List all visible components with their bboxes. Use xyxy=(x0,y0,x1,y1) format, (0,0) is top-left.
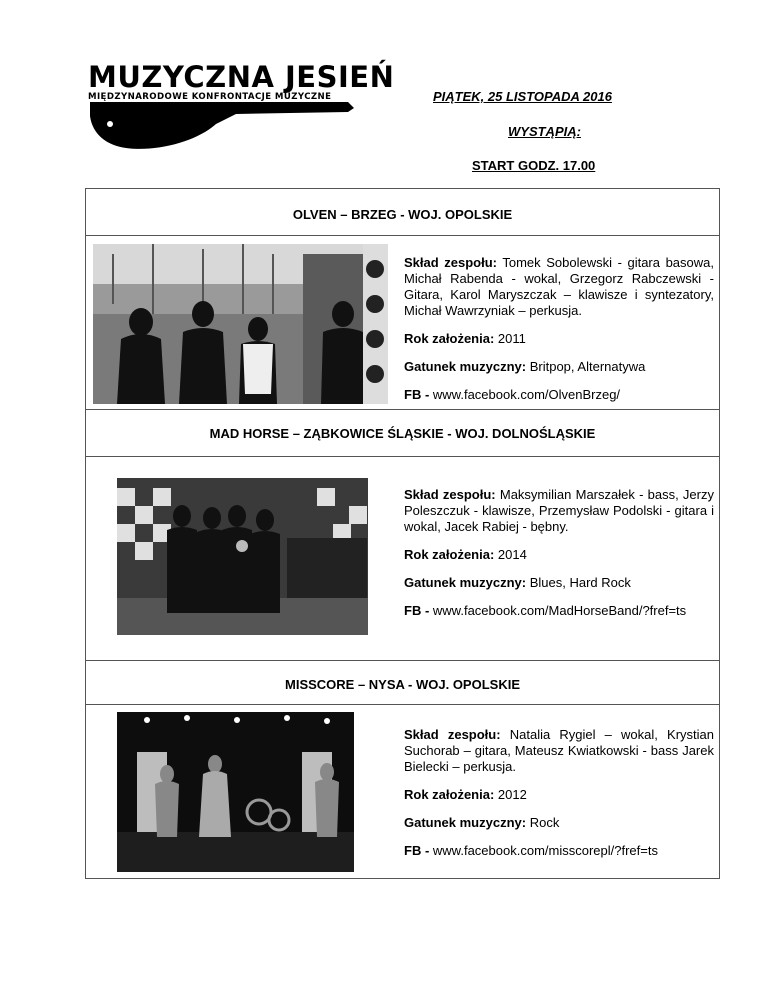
facebook-link[interactable]: www.facebook.com/OlvenBrzeg/ xyxy=(432,387,621,402)
band-founded: Rok założenia: 2014 xyxy=(404,547,527,562)
band-genre: Gatunek muzyczny: Rock xyxy=(404,815,560,830)
facebook-link[interactable]: www.facebook.com/MadHorseBand/?fref=ts xyxy=(432,603,687,618)
band-genre: Gatunek muzyczny: Britpop, Alternatywa xyxy=(404,359,646,374)
band-founded: Rok założenia: 2011 xyxy=(404,331,526,346)
festival-logo xyxy=(86,60,395,150)
band-photo xyxy=(117,712,354,872)
band-founded: Rok założenia: 2012 xyxy=(404,787,527,802)
logo-subtitle: MIĘDZYNARODOWE KONFRONTACJE MUZYCZNE xyxy=(88,92,332,102)
band-facebook: FB - www.facebook.com/MadHorseBand/?fref=ts xyxy=(404,603,687,618)
band-photo xyxy=(117,478,368,635)
band-row xyxy=(86,236,719,410)
performers-heading: WYSTĄPIĄ: xyxy=(508,124,581,139)
band-lineup: Skład zespołu: Maksymilian Marszałek - bass, Jerzy Poleszczuk - klawisze, Przemysław Podolski - gitara i wokal, Jacek Rabiej - bębny. xyxy=(404,487,714,534)
guitar-icon xyxy=(86,102,356,150)
band-info xyxy=(404,727,714,871)
band-facebook: FB - www.facebook.com/misscorepl/?fref=ts xyxy=(404,843,658,858)
facebook-link[interactable]: www.facebook.com/misscorepl/?fref=ts xyxy=(432,843,658,858)
band-info xyxy=(404,255,714,415)
logo-title: MUZYCZNA JESIEŃ xyxy=(88,60,395,94)
band-row xyxy=(86,457,719,661)
start-time: START GODZ. 17.00 xyxy=(472,158,596,173)
event-date: PIĄTEK, 25 LISTOPADA 2016 xyxy=(433,89,612,104)
band-row xyxy=(86,705,719,878)
bands-table xyxy=(85,188,720,879)
band-lineup: Skład zespołu: Tomek Sobolewski - gitara basowa, Michał Rabenda - wokal, Grzegorz Rabczewski - Gitara, Karol Maryszczak – klawisze i syntezatory, Michał Wawrzyniak – perkusja. xyxy=(404,255,714,318)
band-lineup: Skład zespołu: Natalia Rygiel – wokal, Krystian Suchorab – gitara, Mateusz Kwiatkowski - bass Jarek Bielecki – perkusja. xyxy=(404,727,714,774)
band-info xyxy=(404,487,714,631)
band-photo xyxy=(93,244,388,404)
band-genre: Gatunek muzyczny: Blues, Hard Rock xyxy=(404,575,631,590)
band-facebook: FB - www.facebook.com/OlvenBrzeg/ xyxy=(404,387,621,402)
band-heading: MAD HORSE – ZĄBKOWICE ŚLĄSKIE - WOJ. DOLNOŚLĄSKIE xyxy=(86,410,719,457)
band-heading: MISSCORE – NYSA - WOJ. OPOLSKIE xyxy=(86,661,719,705)
band-heading: OLVEN – BRZEG - WOJ. OPOLSKIE xyxy=(86,189,719,236)
